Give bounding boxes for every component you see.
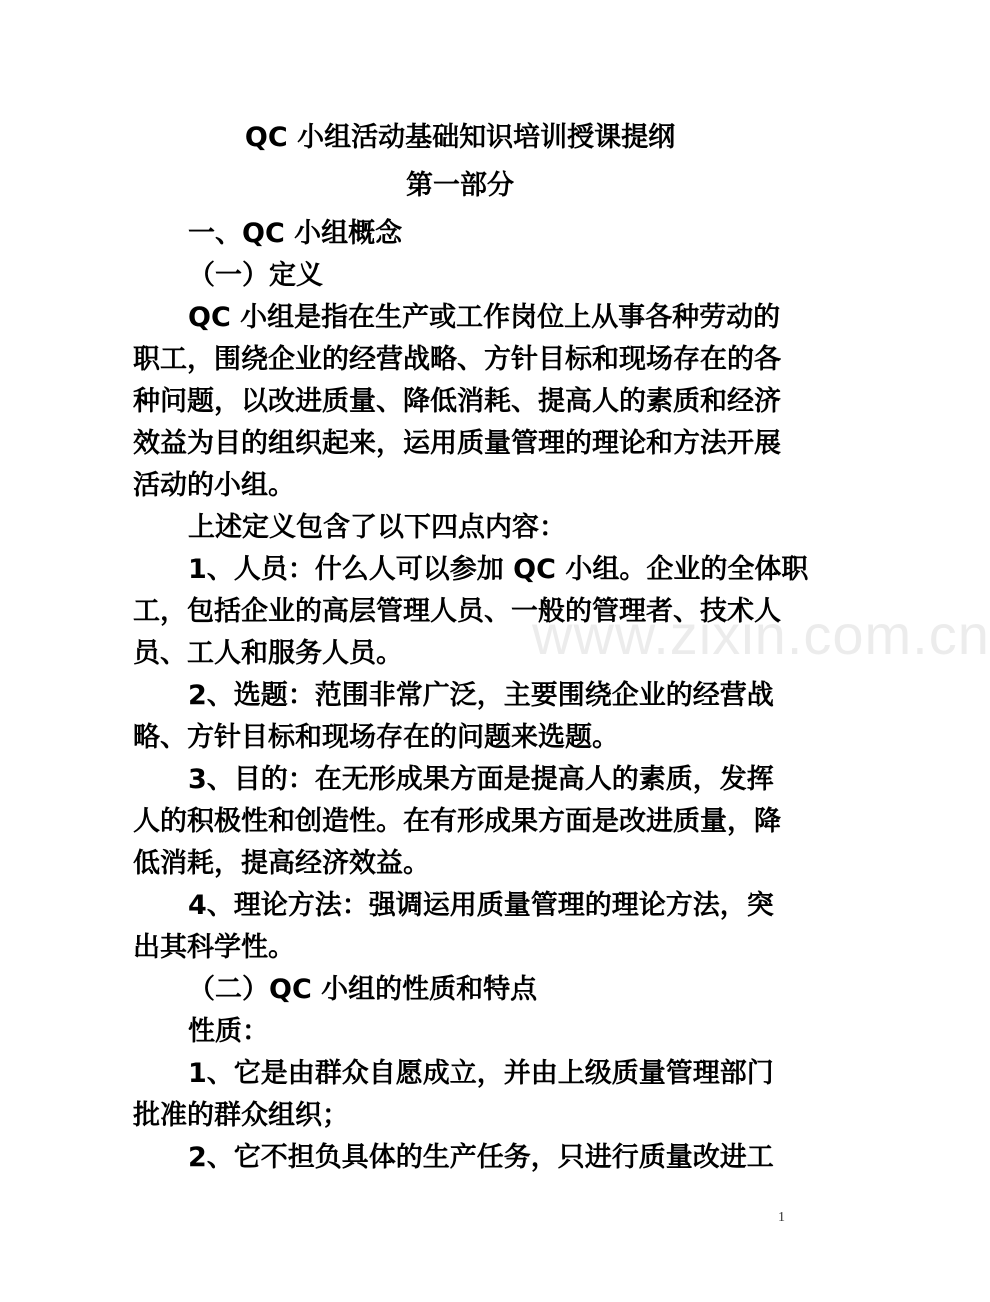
list-item-continuation: 批准的群众组织； <box>133 1100 349 1131</box>
section-heading: 一、QC 小组概念 <box>188 218 403 249</box>
list-item: 2、选题：范围非常广泛，主要围绕企业的经营战 <box>188 680 774 711</box>
list-item: 1、人员：什么人可以参加 QC 小组。企业的全体职 <box>188 554 809 585</box>
list-item: 3、目的：在无形成果方面是提高人的素质，发挥 <box>188 764 774 795</box>
paragraph-line: 职工，围绕企业的经营战略、方针目标和现场存在的各 <box>133 344 781 375</box>
document-title: QC 小组活动基础知识培训授课提纲 <box>244 122 676 153</box>
list-item: 2、它不担负具体的生产任务，只进行质量改进工 <box>188 1142 774 1173</box>
paragraph-line: QC 小组是指在生产或工作岗位上从事各种劳动的 <box>188 302 781 333</box>
watermark: www.zixin.com.cn <box>532 603 990 666</box>
subsection-heading: （二）QC 小组的性质和特点 <box>188 974 538 1005</box>
paragraph-line: 上述定义包含了以下四点内容： <box>188 512 566 543</box>
list-item-continuation: 人的积极性和创造性。在有形成果方面是改进质量，降 <box>133 806 781 837</box>
page-number: 1 <box>778 1210 785 1225</box>
paragraph-line: 性质： <box>188 1016 269 1047</box>
list-item-continuation: 出其科学性。 <box>133 932 295 963</box>
subsection-heading: （一）定义 <box>188 260 323 291</box>
part-heading: 第一部分 <box>406 170 514 201</box>
list-item-continuation: 低消耗，提高经济效益。 <box>133 848 430 879</box>
list-item: 4、理论方法：强调运用质量管理的理论方法，突 <box>188 890 774 921</box>
paragraph-line: 效益为目的组织起来，运用质量管理的理论和方法开展 <box>133 428 781 459</box>
list-item-continuation: 略、方针目标和现场存在的问题来选题。 <box>133 722 619 753</box>
paragraph-line: 活动的小组。 <box>133 470 295 501</box>
list-item-continuation: 员、工人和服务人员。 <box>133 638 403 669</box>
list-item-continuation: 工，包括企业的高层管理人员、一般的管理者、技术人 <box>133 596 781 627</box>
list-item: 1、它是由群众自愿成立，并由上级质量管理部门 <box>188 1058 774 1089</box>
paragraph-line: 种问题，以改进质量、降低消耗、提高人的素质和经济 <box>133 386 781 417</box>
